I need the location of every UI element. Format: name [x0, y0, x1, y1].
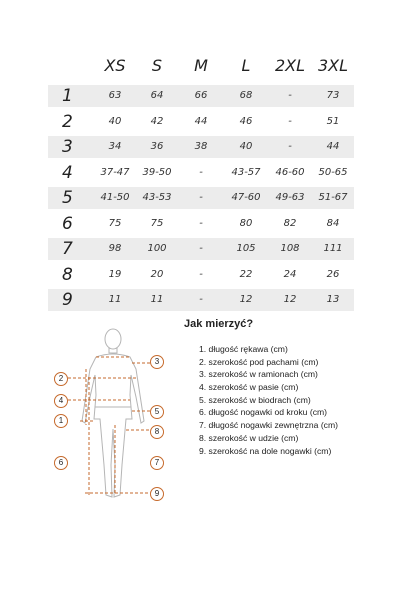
table-cell: 73	[326, 90, 340, 101]
table-cell: 111	[323, 243, 343, 254]
table-cell: 34	[108, 141, 122, 152]
table-cell: 64	[150, 90, 164, 101]
row-label: 3	[62, 137, 73, 157]
marker-1: 1	[54, 414, 68, 428]
table-row	[48, 85, 354, 107]
marker-3: 3	[150, 355, 164, 369]
table-cell: 39-50	[142, 166, 172, 178]
measurement-legend	[199, 343, 338, 457]
marker-9: 9	[150, 487, 164, 501]
table-cell: 68	[239, 90, 253, 101]
table-cell: 51-67	[318, 192, 348, 203]
row-label: 6	[62, 213, 73, 234]
table-cell: -	[199, 166, 203, 178]
table-cell: -	[199, 268, 203, 280]
table-cell: -	[288, 115, 292, 127]
row-label: 8	[62, 264, 73, 285]
table-cell: 11	[150, 294, 164, 305]
table-cell: -	[199, 217, 203, 229]
size-header: 3XL	[317, 56, 349, 75]
table-cell: 105	[236, 243, 256, 254]
table-cell: 40	[108, 115, 122, 127]
marker-5: 5	[150, 405, 164, 419]
table-cell: 98	[108, 243, 122, 254]
table-row	[48, 213, 354, 235]
table-cell: 37-47	[100, 166, 130, 178]
size-header: S	[151, 56, 163, 75]
table-row	[48, 162, 354, 184]
table-cell: 11	[108, 294, 122, 305]
measurement-figure	[60, 325, 170, 510]
table-cell: 41-50	[100, 192, 130, 203]
table-cell: 40	[239, 141, 253, 152]
legend-item: 5. szerokość w biodrach (cm)	[199, 394, 311, 405]
row-label: 7	[62, 239, 73, 259]
table-cell: 47-60	[231, 192, 261, 203]
marker-4: 4	[54, 394, 68, 408]
table-cell: 20	[150, 268, 164, 280]
size-header-row	[48, 50, 354, 76]
table-cell: 84	[326, 217, 340, 229]
table-cell: -	[199, 192, 203, 203]
table-cell: 108	[280, 243, 300, 254]
row-label: 9	[62, 290, 73, 310]
table-cell: 63	[108, 90, 122, 101]
legend-item: 3. szerokość w ramionach (cm)	[199, 369, 318, 380]
legend-item: 9. szerokość na dole nogawki (cm)	[199, 445, 332, 456]
table-row	[48, 136, 354, 158]
legend-item: 4. szerokość w pasie (cm)	[199, 382, 299, 393]
table-cell: -	[288, 90, 292, 101]
size-header: XS	[104, 56, 126, 75]
table-cell: 50-65	[318, 166, 348, 178]
table-cell: 46	[239, 115, 253, 127]
legend-item: 8. szerokość w udzie (cm)	[199, 432, 299, 443]
marker-8: 8	[150, 425, 164, 439]
table-cell: 24	[283, 268, 297, 280]
table-cell: 19	[108, 268, 122, 280]
size-header: L	[241, 56, 251, 75]
legend-item: 1. długość rękawa (cm)	[199, 344, 288, 354]
table-cell: 100	[147, 243, 167, 254]
how-to-measure-title: Jak mierzyć?	[184, 318, 254, 330]
table-cell: 12	[283, 294, 297, 305]
table-cell: 82	[283, 217, 297, 229]
marker-6: 6	[54, 456, 68, 470]
table-cell: 22	[239, 268, 253, 280]
table-cell: 75	[108, 217, 122, 229]
table-cell: -	[199, 294, 203, 305]
legend-item: 2. szerokość pod pachami (cm)	[199, 356, 319, 367]
table-cell: 43-57	[231, 166, 261, 178]
table-cell: 75	[150, 217, 164, 229]
table-row	[48, 264, 354, 286]
table-cell: 44	[326, 141, 340, 152]
legend-item: 6. długość nogawki od kroku (cm)	[199, 407, 328, 418]
table-row	[48, 111, 354, 133]
table-cell: 13	[326, 294, 340, 305]
table-cell: 12	[239, 294, 253, 305]
table-row	[48, 289, 354, 311]
legend-item: 7. długość nogawki zewnętrzna (cm)	[199, 420, 338, 431]
table-row	[48, 187, 354, 209]
table-cell: 66	[194, 90, 208, 101]
table-cell: -	[199, 243, 203, 254]
table-cell: 49-63	[275, 192, 305, 203]
row-label: 2	[62, 111, 73, 132]
table-cell: 43-53	[142, 192, 172, 203]
table-cell: -	[288, 141, 292, 152]
row-label: 4	[62, 162, 73, 183]
table-cell: 26	[326, 268, 340, 280]
size-header: 2XL	[274, 56, 306, 75]
table-row	[48, 238, 354, 260]
marker-2: 2	[54, 372, 68, 386]
table-cell: 36	[150, 141, 164, 152]
table-cell: 51	[326, 115, 340, 127]
table-cell: 44	[194, 115, 208, 127]
table-cell: 80	[239, 217, 253, 229]
row-label: 5	[62, 188, 73, 208]
size-header: M	[194, 56, 208, 75]
table-cell: 38	[194, 141, 208, 152]
marker-7: 7	[150, 456, 164, 470]
table-cell: 42	[150, 115, 164, 127]
row-label: 1	[62, 86, 73, 106]
table-cell: 46-60	[275, 166, 305, 178]
